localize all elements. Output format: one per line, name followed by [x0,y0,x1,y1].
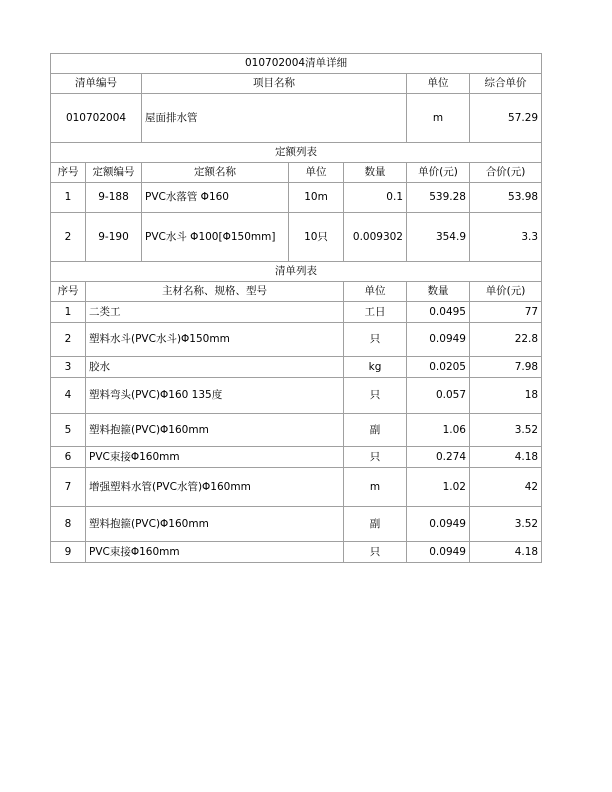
material-name: PVC束接Φ160mm [86,542,344,563]
material-qty: 0.0949 [407,507,470,542]
material-seq: 1 [51,302,86,323]
quota-total: 3.3 [470,213,542,262]
quota-name: PVC水落管 Φ160 [142,183,289,213]
material-seq: 7 [51,468,86,507]
material-qty: 0.274 [407,447,470,468]
material-unit: 只 [344,323,407,357]
material-qty: 0.0949 [407,323,470,357]
bill-unit: m [407,94,470,143]
material-row [51,542,542,563]
material-unit-price: 77 [470,302,542,323]
quota-name: PVC水斗 Φ100[Φ150mm] [142,213,289,262]
material-header-row [51,282,542,302]
bill-code: 010702004 [51,94,142,143]
material-name: PVC束接Φ160mm [86,447,344,468]
quota-qty: 0.009302 [344,213,407,262]
title-row [51,54,542,74]
quota-total-header: 合价(元) [470,163,542,183]
bill-price-header: 综合单价 [470,74,542,94]
quota-section-title: 定额列表 [51,143,542,163]
material-seq: 2 [51,323,86,357]
material-name: 塑料抱箍(PVC)Φ160mm [86,414,344,447]
material-row [51,468,542,507]
material-seq: 9 [51,542,86,563]
quota-code-header: 定额编号 [86,163,142,183]
material-row [51,302,542,323]
material-row [51,378,542,414]
material-name: 二类工 [86,302,344,323]
material-seq: 8 [51,507,86,542]
material-seq-header: 序号 [51,282,86,302]
bill-price: 57.29 [470,94,542,143]
quota-code: 9-190 [86,213,142,262]
quota-unit-header: 单位 [289,163,344,183]
material-seq: 3 [51,357,86,378]
material-row [51,323,542,357]
quota-row [51,213,542,262]
material-qty: 0.0949 [407,542,470,563]
quota-unit: 10只 [289,213,344,262]
material-unit-header: 单位 [344,282,407,302]
material-unit-price: 3.52 [470,414,542,447]
quota-seq: 2 [51,213,86,262]
bill-code-header: 清单编号 [51,74,142,94]
material-qty: 0.057 [407,378,470,414]
material-unit-price: 3.52 [470,507,542,542]
quota-seq-header: 序号 [51,163,86,183]
material-unit: 只 [344,542,407,563]
quota-unit-price-header: 单价(元) [407,163,470,183]
bill-unit-header: 单位 [407,74,470,94]
quota-unit: 10m [289,183,344,213]
material-unit-price: 4.18 [470,542,542,563]
quota-unit-price: 539.28 [407,183,470,213]
material-unit-price: 7.98 [470,357,542,378]
material-name-header: 主材名称、规格、型号 [86,282,344,302]
material-qty: 0.0495 [407,302,470,323]
material-name: 塑料水斗(PVC水斗)Φ150mm [86,323,344,357]
material-section-row [51,262,542,282]
material-name: 塑料抱箍(PVC)Φ160mm [86,507,344,542]
table-title: 010702004清单详细 [51,54,542,74]
material-unit: 只 [344,378,407,414]
material-qty-header: 数量 [407,282,470,302]
bill-detail-table [50,53,542,563]
quota-qty: 0.1 [344,183,407,213]
material-unit: 工日 [344,302,407,323]
material-unit-price: 22.8 [470,323,542,357]
bill-row [51,94,542,143]
material-row [51,357,542,378]
material-unit-price: 42 [470,468,542,507]
material-unit: 副 [344,414,407,447]
material-unit: m [344,468,407,507]
material-row [51,507,542,542]
material-row [51,414,542,447]
quota-header-row [51,163,542,183]
material-seq: 4 [51,378,86,414]
material-row [51,447,542,468]
material-unit: kg [344,357,407,378]
material-unit-price: 4.18 [470,447,542,468]
quota-total: 53.98 [470,183,542,213]
material-unit-price: 18 [470,378,542,414]
material-qty: 1.02 [407,468,470,507]
quota-section-row [51,143,542,163]
material-name: 塑料弯头(PVC)Φ160 135度 [86,378,344,414]
quota-name-header: 定额名称 [142,163,289,183]
material-seq: 5 [51,414,86,447]
bill-header-row [51,74,542,94]
material-name: 增强塑料水管(PVC水管)Φ160mm [86,468,344,507]
material-unit: 只 [344,447,407,468]
quota-unit-price: 354.9 [407,213,470,262]
material-qty: 0.0205 [407,357,470,378]
material-name: 胶水 [86,357,344,378]
material-unit-price-header: 单价(元) [470,282,542,302]
quota-code: 9-188 [86,183,142,213]
bill-name-header: 项目名称 [142,74,407,94]
material-qty: 1.06 [407,414,470,447]
quota-row [51,183,542,213]
material-seq: 6 [51,447,86,468]
quota-qty-header: 数量 [344,163,407,183]
quota-seq: 1 [51,183,86,213]
material-section-title: 清单列表 [51,262,542,282]
bill-name: 屋面排水管 [142,94,407,143]
material-unit: 副 [344,507,407,542]
